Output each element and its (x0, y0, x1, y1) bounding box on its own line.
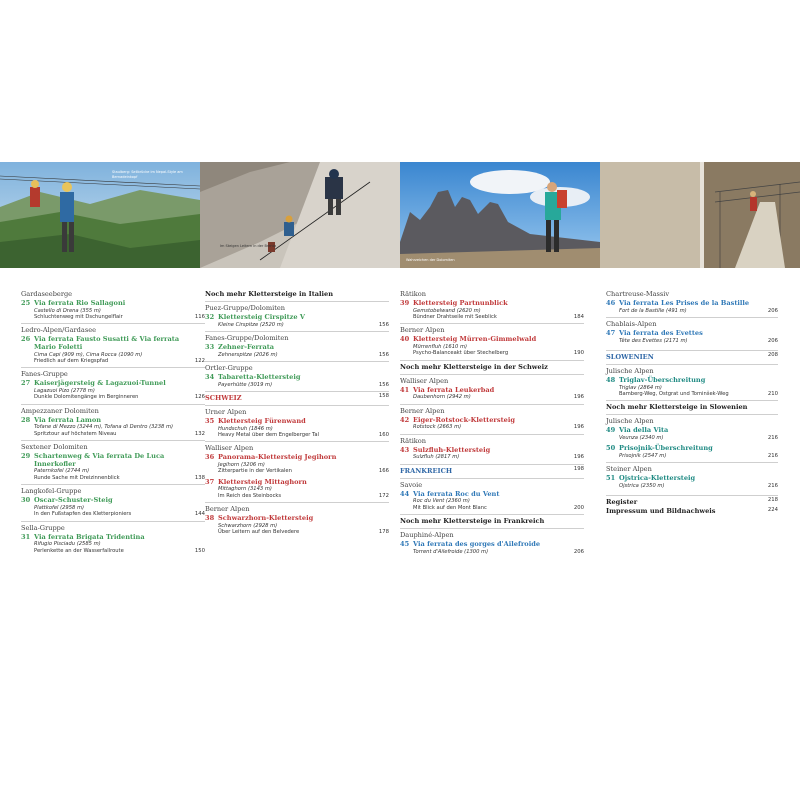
entry-summit: Roc du Vent (2360 m) (413, 498, 470, 505)
country-heading-schweiz[interactable]: SCHWEIZ 158 (205, 393, 389, 402)
photo-suspension-bridge (600, 162, 800, 268)
group-heading: Rätikon (400, 290, 427, 298)
toc-entry-44[interactable]: 44 Via ferrata Roc du Vent (400, 489, 500, 498)
entry-summit: Lagazuoi Pizo (2778 m) (34, 388, 95, 394)
entry-summit: Sulzfluh (2817 m) 196 (413, 454, 584, 461)
page-number: 156 (378, 321, 389, 328)
page-number: 216 (767, 453, 778, 459)
toc-column-3 (400, 290, 584, 555)
toc-entry-35[interactable]: 35 Klettersteig Fürenwand (205, 417, 306, 425)
toc-entry-39[interactable]: 39 Klettersteig Partnunblick (400, 299, 508, 307)
toc-entry-34[interactable]: 34 Tabaretta-Klettersteig (205, 373, 301, 381)
toc-entry-51[interactable]: 51 Ojstrica-Klettersteig (606, 474, 696, 483)
page-number: 150 (194, 547, 205, 554)
group-heading: Julische Alpen (606, 414, 778, 425)
entry-description: Heavy Metal über dem Engelberger Tal 160 (218, 432, 389, 438)
entry-description: Im Reich des Steinbocks 172 (218, 492, 389, 499)
group-heading: Ledro-Alpen/Gardasee (21, 323, 205, 334)
group-heading: Ortler-Gruppe (205, 361, 389, 372)
photo-rock-wall-climbers (200, 162, 400, 268)
photo-strip (0, 162, 800, 268)
entry-summit: Schwarzhorn (2928 m) (218, 522, 278, 529)
entry-description: Mit Blick auf den Mont Blanc 200 (413, 504, 584, 511)
entry-summit: Ojstrica (2350 m) 216 (619, 483, 778, 489)
entry-description: Bamberg-Weg, Ostgrat und Tominšek-Weg 210 (619, 391, 778, 397)
group-heading: Sella-Gruppe (21, 521, 205, 532)
section-heading: Noch mehr Klettersteige in Frankreich (400, 514, 584, 525)
toc-entry-41[interactable]: 41 Via ferrata Leukerbad (400, 385, 495, 394)
group-heading: Puez-Gruppe/Dolomiten (205, 301, 389, 312)
page-number: 184 (573, 314, 584, 320)
toc-entry-36[interactable]: 36 Panorama-Klettersteig Jegihorn (205, 453, 337, 462)
page-number: 160 (378, 432, 389, 438)
entry-description: Runde Sache mit Dreizinnenblick 138 (34, 474, 205, 481)
toc-entry-40[interactable]: 40 Klettersteig Mürren-Gimmelwald (400, 335, 537, 344)
country-heading-frankreich[interactable]: FRANKREICH 198 (400, 465, 584, 475)
page-number: 178 (378, 529, 389, 536)
page-number: 198 (573, 465, 584, 472)
page-number: 144 (194, 511, 205, 518)
group-heading: Berner Alpen (400, 404, 584, 415)
photo-caption: Wahrzeichen der Dolomiten (406, 258, 455, 262)
page-number: 216 (767, 435, 778, 441)
entry-description: Spritztour auf höchstem Niveau 132 (34, 430, 205, 437)
entry-summit: Tofane di Mezzo (3244 m), Tofana di Dentro (3238 m) (34, 424, 174, 431)
toc-entry-49[interactable]: 49 Via della Vita (606, 426, 669, 435)
toc-entry-32[interactable]: 32 Klettersteig Cirspitze V (205, 313, 306, 321)
entry-summit: Mittaghorn (3143 m) (218, 486, 272, 493)
toc-entry-30[interactable]: 30 Oscar-Schuster-Steig (21, 496, 113, 505)
entry-description: Bündner Drahtseile mit Seeblick 184 (413, 314, 584, 320)
group-heading: Rätikon (400, 434, 584, 445)
page-number: 126 (194, 394, 205, 401)
page-number: 122 (194, 358, 205, 364)
group-heading: Steiner Alpen (606, 462, 778, 473)
page-number: 172 (378, 492, 389, 499)
entry-summit: Mürrenfluh (1610 m) (413, 344, 468, 350)
page-number: 196 (573, 394, 584, 401)
page-number: 138 (194, 474, 205, 481)
entry-summit: Veunza (2340 m) 216 (619, 435, 778, 441)
group-heading: Berner Alpen (400, 323, 584, 334)
toc-entry-46[interactable]: 46 Via ferrata Les Prises de la Bastille (606, 299, 750, 307)
toc-entry-43[interactable]: 43 Sulzfluh-Klettersteig (400, 445, 491, 454)
entry-summit: Cima Capi (909 m), Cima Rocca (1090 m) (34, 351, 143, 358)
entry-description: Über Leitern auf den Belvedere 178 (218, 529, 389, 536)
group-heading: Chablais-Alpen (606, 317, 778, 328)
photo-zipline-climbers (0, 162, 200, 268)
page-number: 156 (378, 381, 389, 388)
entry-summit: Prisojnik (2547 m) 216 (619, 453, 778, 459)
entry-description: Friedlich auf dem Kriegspfad 122 (34, 358, 205, 364)
toc-entry-27[interactable]: 27 Kaiserjägersteig & Lagazuoi-Tunnel (21, 379, 166, 388)
group-heading: Langkofel-Gruppe (21, 484, 205, 495)
group-heading: Savoie (400, 478, 584, 489)
page-number: 206 (767, 337, 778, 344)
entry-summit: Hundschuh (1846 m) (218, 425, 273, 432)
group-heading: Ampezzaner Dolomiten (21, 404, 205, 415)
entry-summit: Tête des Evettes (2171 m) 206 (619, 337, 778, 344)
group-heading: Urner Alpen (205, 405, 389, 416)
page-number: 206 (767, 307, 778, 314)
toc-entry-26[interactable]: 26 Via ferrata Fausto Susatti & Via ferrata Mario Foletti (21, 335, 180, 351)
entry-summit: Zehnerspitze (2026 m) 156 (218, 351, 389, 358)
group-heading: Fanes-Gruppe (21, 367, 205, 378)
page-number: 206 (573, 548, 584, 555)
group-heading: Chartreuse-Massiv (606, 290, 670, 298)
entry-description: In den Fußstapfen des Kletterpioniers 144 (34, 511, 205, 518)
photo-caption: Staulberg: Seilbrücke im Nepal-Style am Bernadeinkopf (112, 170, 183, 179)
toc-entry-42[interactable]: 42 Eiger-Rotstock-Klettersteig (400, 415, 515, 424)
entry-summit: Castello di Drena (355 m) (34, 307, 101, 314)
group-heading: Walliser Alpen (205, 441, 389, 452)
toc-entry-29[interactable]: 29 Schartenweg & Via ferrata De Luca Innerkofler (21, 452, 165, 468)
entry-summit: Gemstobelwand (2620 m) (413, 307, 481, 314)
group-heading: Dauphiné-Alpen (400, 528, 584, 539)
photo-caption: Im Steigen Leitern in der Brenta (220, 244, 277, 248)
group-heading: Sextener Dolomiten (21, 440, 205, 451)
entry-summit: Kleine Cirspitze (2520 m) 156 (218, 321, 389, 328)
toc-entry-47[interactable]: 47 Via ferrata des Evettes (606, 329, 703, 337)
photo-three-peaks-hiker (400, 162, 600, 268)
section-heading: Noch mehr Klettersteige in Italien (205, 290, 334, 298)
country-heading-slowenien[interactable]: SLOWENIEN 208 (606, 352, 778, 361)
entry-summit: Rotstock (2663 m) 196 (413, 424, 584, 431)
page-number: 200 (573, 504, 584, 511)
toc-column-1 (21, 290, 205, 554)
toc-entry-50[interactable]: 50 Prisojnik-Überschreitung (606, 444, 713, 453)
group-heading: Fanes-Gruppe/Dolomiten (205, 331, 389, 342)
group-heading: Gardaseeberge (21, 290, 73, 298)
page-number: 210 (767, 391, 778, 397)
toc-column-4 (606, 290, 778, 515)
toc-entry-28[interactable]: 28 Via ferrata Lamon (21, 415, 102, 424)
toc-entry-register[interactable]: Register 218 (606, 497, 778, 507)
toc-entry-38[interactable]: 38 Schwarzhorn-Klettersteig (205, 514, 314, 523)
toc-entry-impressum[interactable]: Impressum und Bildnachweis 224 (606, 507, 778, 516)
entry-summit: Torrent d'Ailefroide (1300 m) 206 (413, 548, 584, 555)
entry-description: Psycho-Balanceakt über Stechelberg 190 (413, 350, 584, 357)
section-heading: Noch mehr Klettersteige in Slowenien (606, 400, 778, 411)
page-number: 116 (194, 314, 205, 320)
entry-description: Schluchtenweg mit Dschungelflair 116 (34, 314, 205, 320)
toc-column-2 (205, 290, 389, 536)
toc-entry-31[interactable]: 31 Via ferrata Brigata Tridentina (21, 532, 145, 541)
group-heading: Julische Alpen (606, 364, 778, 375)
entry-summit: Daubenhorn (2942 m) 196 (413, 394, 584, 401)
toc-entry-45[interactable]: 45 Via ferrata des gorges d'Ailefroide (400, 540, 541, 549)
page-number: 158 (378, 393, 389, 399)
page-number: 166 (378, 468, 389, 475)
page-number: 132 (194, 430, 205, 437)
toc-entry-48[interactable]: 48 Triglav-Überschreitung (606, 376, 706, 384)
page-number: 196 (573, 424, 584, 431)
page-number: 196 (573, 454, 584, 461)
page-number: 156 (378, 351, 389, 358)
entry-description: Zitterpartie in der Vertikalen 166 (218, 468, 389, 475)
group-heading: Berner Alpen (205, 502, 389, 513)
entry-summit: Plattkofel (2958 m) (34, 504, 85, 511)
entry-description: Dunkle Dolomitengänge im Berginneren 126 (34, 394, 205, 401)
group-heading: Walliser Alpen (400, 374, 584, 385)
page-number: 224 (767, 507, 778, 514)
entry-summit: Jegihorn (3206 m) (218, 462, 265, 468)
toc-entry-25[interactable]: 25 Via ferrata Rio Sallagoni (21, 299, 126, 307)
page-number: 218 (767, 497, 778, 504)
page-number: 190 (573, 350, 584, 357)
entry-summit: Triglav (2864 m) (619, 384, 662, 391)
entry-summit: Fort de la Bastille (491 m) 206 (619, 307, 778, 314)
entry-summit: Paternkofel (2744 m) (34, 468, 90, 475)
toc-entry-33[interactable]: 33 Zehner-Ferrata (205, 343, 275, 351)
page-number: 208 (767, 352, 778, 358)
toc-entry-37[interactable]: 37 Klettersteig Mittaghorn (205, 477, 307, 486)
section-heading: Noch mehr Klettersteige in der Schweiz (400, 360, 584, 371)
entry-description: Perlenkette an der Wasserfallroute 150 (34, 547, 205, 554)
entry-summit: Rifugio Pisciadu (2585 m) (34, 541, 101, 548)
entry-summit: Payerhütte (3019 m) 156 (218, 381, 389, 388)
page-number: 216 (767, 483, 778, 489)
